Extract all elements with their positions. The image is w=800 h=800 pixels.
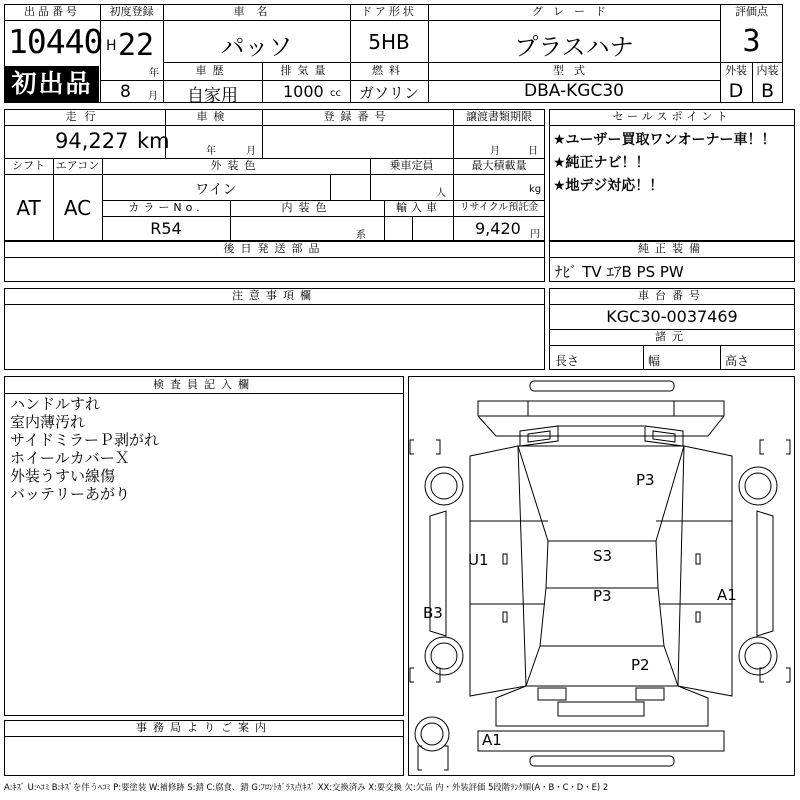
grade: プラスハナ bbox=[514, 33, 634, 61]
model-label: 型式 bbox=[553, 64, 595, 77]
reg-year-unit: 年 bbox=[149, 68, 159, 79]
displacement: 1000 bbox=[283, 82, 324, 101]
mark-rear: P2 bbox=[631, 656, 650, 674]
lot-label: 出品番号 bbox=[24, 5, 80, 18]
sales-point-label: セールスポイント bbox=[612, 110, 732, 123]
mileage-label: 走行 bbox=[65, 110, 104, 123]
inspector-line-2: 室内薄汚れ bbox=[10, 413, 86, 431]
inspector-line-1: ハンドルすれ bbox=[10, 395, 101, 413]
model: DBA-KGC30 bbox=[524, 81, 624, 101]
mark-roof-front: P3 bbox=[636, 471, 655, 489]
fuel: ガソリン bbox=[358, 84, 419, 102]
reg-year: 22 bbox=[118, 28, 155, 63]
interior-color-label: 内装色 bbox=[281, 201, 333, 214]
lot-number: 10440 bbox=[8, 22, 103, 61]
legend: A:ｷｽﾞ U:ﾍｺﾐ B:ｷｽﾞを伴うﾍｺﾐ P:要塗装 W:補修跡 S:錆 C:腐食、錆 G:ﾌﾛﾝﾄｶﾞﾗｽ点ｷｽﾞ XX:交換済み X:要交換 欠:欠品 内・外装評価 5段階ﾗﾝｸ順(A・B・C・D・E) 2 bbox=[4, 782, 609, 792]
ac: AC bbox=[63, 196, 92, 220]
recycle-label: リサイクル預託金 bbox=[459, 202, 539, 213]
color-no-label: カラーNo. bbox=[128, 201, 204, 214]
mileage-unit: km bbox=[137, 129, 170, 153]
inspection-month-unit: 月 bbox=[246, 146, 256, 157]
capacity-unit: 人 bbox=[436, 188, 446, 199]
car-diagram bbox=[408, 376, 795, 776]
sales-line-1: ★ユーザー買取ワンオーナー車！！ bbox=[553, 132, 776, 148]
dims-label: 諸元 bbox=[655, 330, 689, 343]
recycle: 9,420 bbox=[475, 219, 521, 238]
reg-label: 初度登録 bbox=[109, 5, 154, 18]
ac-label: エアコン bbox=[55, 159, 100, 172]
height-label: 高さ bbox=[725, 354, 750, 368]
mark-right-side: A1 bbox=[717, 586, 737, 604]
mark-left-front-door: U1 bbox=[468, 551, 489, 569]
exterior-grade: D bbox=[728, 80, 744, 102]
inspector-label: 検査員記入欄 bbox=[153, 378, 255, 391]
color: ワイン bbox=[195, 182, 237, 198]
door-label: ドア形状 bbox=[361, 5, 417, 18]
equipment-label: 純正装備 bbox=[638, 242, 706, 255]
displacement-unit: cc bbox=[330, 88, 341, 99]
inspector-line-3: サイドミラーＰ剥がれ bbox=[10, 431, 159, 449]
interior-color-unit: 系 bbox=[356, 230, 366, 241]
office-label: 事務局よりご案内 bbox=[136, 721, 272, 734]
chassis-label: 車台番号 bbox=[638, 289, 706, 302]
length-label: 長さ bbox=[555, 354, 580, 368]
interior-label: 内装 bbox=[756, 64, 779, 77]
inspection-year-unit: 年 bbox=[206, 146, 216, 157]
history-label: 車歴 bbox=[195, 64, 230, 77]
mileage: 94,227 bbox=[55, 129, 129, 153]
door-type: 5HB bbox=[368, 30, 410, 54]
mark-bottom: A1 bbox=[482, 731, 502, 749]
equipment-value: ﾅﾋﾞ TV ｴｱB PS PW bbox=[555, 263, 684, 281]
transfer-day-unit: 日 bbox=[528, 146, 538, 157]
car-name: パッソ bbox=[220, 33, 293, 61]
first-listing-badge: 初出品 bbox=[5, 66, 99, 102]
transfer-month-unit: 月 bbox=[490, 146, 500, 157]
transfer-label: 譲渡書類期限 bbox=[466, 110, 532, 123]
inspection-label: 車検 bbox=[196, 110, 231, 123]
color-label: 外装色 bbox=[210, 159, 262, 172]
inspector-line-6: バッテリーあがり bbox=[10, 485, 131, 503]
inspector-line-5: 外装うすい線傷 bbox=[10, 467, 116, 485]
fuel-label: 燃料 bbox=[372, 64, 406, 77]
exterior-label: 外装 bbox=[725, 64, 747, 77]
regno-label: 登録番号 bbox=[323, 110, 392, 123]
history: 自家用 bbox=[187, 86, 238, 106]
mark-center-upper: S3 bbox=[593, 547, 613, 565]
load-label: 最大積載量 bbox=[471, 159, 527, 172]
car-name-label: 車名 bbox=[233, 5, 280, 18]
capacity-label: 乗車定員 bbox=[389, 159, 434, 172]
color-no: R54 bbox=[150, 219, 182, 238]
inspector-line-4: ホイールカバーＸ bbox=[10, 449, 130, 467]
load-unit: kg bbox=[529, 184, 542, 195]
shift: AT bbox=[16, 196, 41, 220]
mark-left-rear: B3 bbox=[423, 604, 443, 622]
chassis-number: KGC30-0037469 bbox=[606, 307, 738, 326]
width-label: 幅 bbox=[648, 354, 661, 368]
displacement-label: 排気量 bbox=[280, 64, 332, 77]
score: 3 bbox=[742, 24, 761, 59]
import-label: 輸入車 bbox=[396, 201, 441, 214]
sales-line-2: ★純正ナビ！！ bbox=[553, 155, 650, 171]
recycle-unit: 円 bbox=[530, 229, 540, 240]
grade-label: グレード bbox=[532, 5, 616, 18]
reg-month-unit: 月 bbox=[148, 91, 158, 102]
reg-month: 8 bbox=[120, 82, 131, 102]
sales-line-3: ★地デジ対応！！ bbox=[553, 178, 664, 194]
mark-center-lower: P3 bbox=[593, 587, 612, 605]
reg-era: H bbox=[106, 38, 117, 54]
later-parts-label: 後日発送部品 bbox=[223, 242, 326, 255]
notes-label: 注意事項欄 bbox=[232, 289, 317, 302]
shift-label: シフト bbox=[12, 159, 45, 172]
interior-grade: B bbox=[760, 80, 775, 102]
score-label: 評価点 bbox=[735, 5, 768, 18]
